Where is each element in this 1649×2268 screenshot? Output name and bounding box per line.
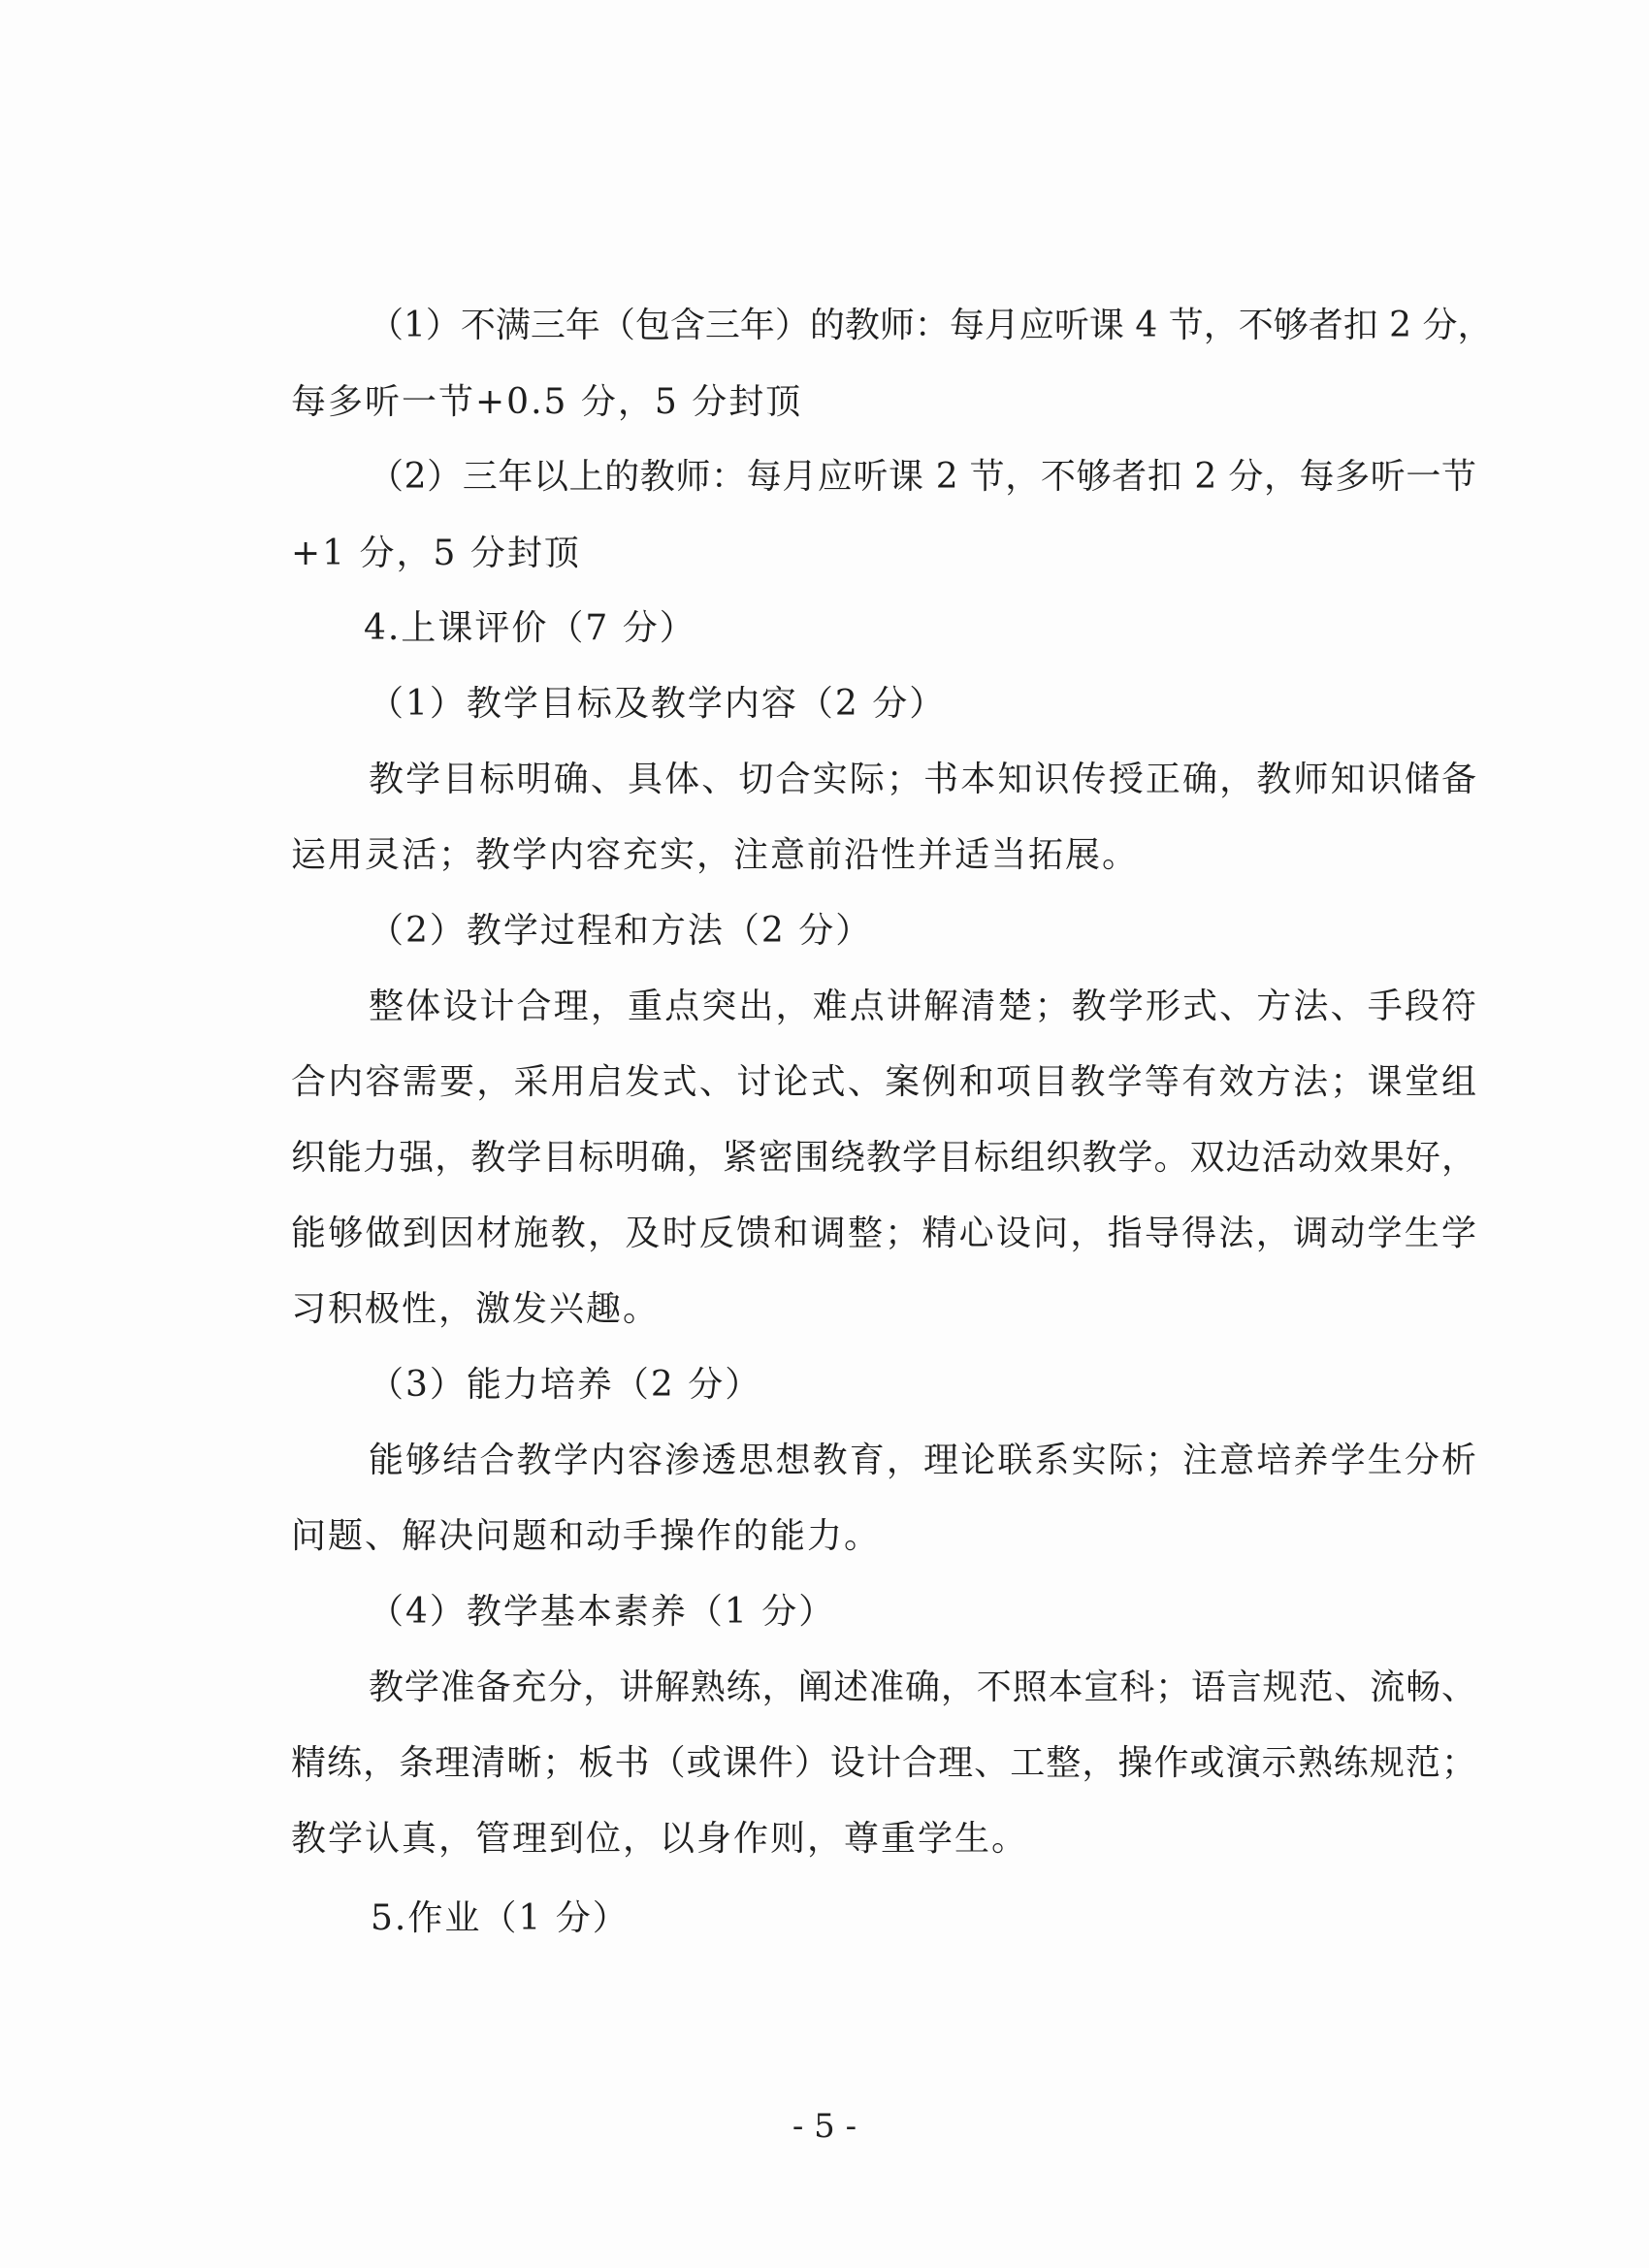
text-line-10: 整体设计合理，重点突出，难点讲解清楚；教学形式、方法、手段符 [369,987,1476,1026]
text-line-14: 习积极性，激发兴趣。 [291,1289,661,1329]
text-line-8: 运用灵活；教学内容充实，注意前沿性并适当拓展。 [291,835,1140,875]
text-line-3: （2）三年以上的教师：每月应听课 2 节，不够者扣 2 分，每多听一节 [369,457,1476,497]
text-line-12: 织能力强，教学目标明确，紧密围绕教学目标组织教学。双边活动效果好， [291,1138,1476,1178]
subheading-1: （1）教学目标及教学内容（2 分） [369,684,947,724]
text-line-17: 问题、解决问题和动手操作的能力。 [291,1516,882,1556]
section-heading-5: 5.作业（1 分） [371,1898,630,1938]
text-line-19: 教学准备充分，讲解熟练，阐述准确，不照本宣科；语言规范、流畅、 [369,1668,1476,1707]
text-line-13: 能够做到因材施教，及时反馈和调整；精心设问，指导得法，调动学生学 [291,1214,1476,1253]
page-number: - 5 - [792,2107,857,2146]
text-line-1: （1）不满三年（包含三年）的教师：每月应听课 4 节，不够者扣 2 分， [369,306,1493,345]
text-line-11: 合内容需要，采用启发式、讨论式、案例和项目教学等有效方法；课堂组 [291,1062,1476,1102]
text-line-4: +1 分，5 分封顶 [291,534,581,573]
text-line-2: 每多听一节+0.5 分，5 分封顶 [291,382,803,422]
subheading-3: （3）能力培养（2 分） [369,1365,762,1405]
text-line-21: 教学认真，管理到位，以身作则，尊重学生。 [291,1819,1029,1859]
section-heading-4: 4.上课评价（7 分） [364,608,696,648]
text-line-16: 能够结合教学内容渗透思想教育，理论联系实际；注意培养学生分析 [369,1441,1476,1480]
subheading-2: （2）教学过程和方法（2 分） [369,911,873,951]
text-line-20: 精练，条理清晰；板书（或课件）设计合理、工整，操作或演示熟练规范； [291,1743,1476,1783]
text-line-7: 教学目标明确、具体、切合实际；书本知识传授正确，教师知识储备 [369,760,1476,799]
subheading-4: （4）教学基本素养（1 分） [369,1592,836,1632]
